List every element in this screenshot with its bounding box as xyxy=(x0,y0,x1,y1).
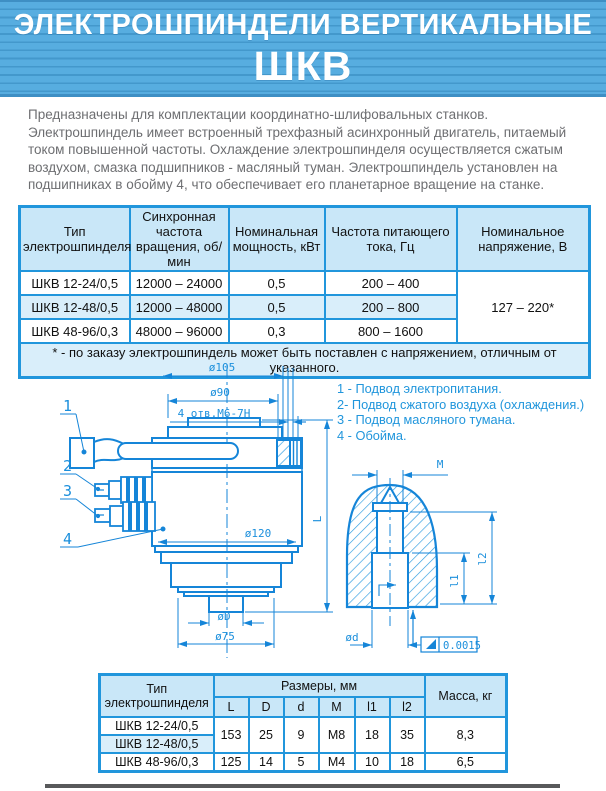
spec-cell-power: 0,5 xyxy=(229,271,325,295)
dim-col-header-mass: Масса, кг xyxy=(425,675,507,717)
legend-item-2: 2- Подвод сжатого воздуха (охлаждения.) xyxy=(337,396,585,412)
dim-cell-l2: 35 xyxy=(390,717,425,753)
spec-col-header-power: Номинальная мощность, кВт xyxy=(229,207,325,272)
dim-cell-L: 125 xyxy=(214,753,249,772)
legend-item-1: 1 - Подвод электропитания. xyxy=(337,381,502,396)
spec-cell-type: ШКВ 12-24/0,5 xyxy=(20,271,130,295)
dim-cell-type: ШКВ 48-96/0,3 xyxy=(100,753,214,772)
dim-subheader-L: L xyxy=(214,697,249,717)
dim-cell-M: М4 xyxy=(319,753,355,772)
dim-subheader-l2: l2 xyxy=(390,697,425,717)
spec-cell-speed: 12000 – 24000 xyxy=(130,271,229,295)
dim-subheader-D: D xyxy=(249,697,284,717)
spec-col-header-type: Тип электрошпинделя xyxy=(20,207,130,272)
power-cable xyxy=(70,438,238,468)
footer-rule xyxy=(45,784,560,788)
dim-cell-D: 14 xyxy=(249,753,284,772)
page-subtitle: ШКВ xyxy=(253,43,353,89)
spec-cell-type: ШКВ 48-96/0,3 xyxy=(20,319,130,343)
dim-cell-d: 5 xyxy=(284,753,319,772)
spec-col-header-frequency: Частота питающего тока, Гц xyxy=(325,207,457,272)
dim-subheader-M: M xyxy=(319,697,355,717)
callout-2: 2 xyxy=(63,457,73,475)
dim-label-l2: l2 xyxy=(476,552,489,566)
dim-cell-L: 153 xyxy=(214,717,249,753)
dim-subheader-d: d xyxy=(284,697,319,717)
tolerance-value: 0.0015 xyxy=(443,640,481,652)
drawing-legend xyxy=(337,381,599,443)
spec-footnote: * - по заказу электрошпиндель может быть поставлен с напряжением, отличным от указанного. xyxy=(20,343,590,378)
nose-section-view xyxy=(347,470,497,652)
dim-row xyxy=(100,717,507,735)
page-title: ЭЛЕКТРОШПИНДЕЛИ ВЕРТИКАЛЬНЫЕ xyxy=(13,9,593,41)
dim-label-dd: ød xyxy=(345,631,359,644)
dim-cell-mass: 8,3 xyxy=(425,717,507,753)
dim-col-header-type: Тип электрошпинделя xyxy=(100,675,214,717)
air-fitting xyxy=(95,477,152,503)
legend-item-4: 4 - Обойма. xyxy=(337,427,407,443)
dim-cell-l1: 18 xyxy=(355,717,390,753)
intro-paragraph xyxy=(28,106,580,194)
spec-table xyxy=(18,205,591,379)
callout-4: 4 xyxy=(63,530,73,548)
legend-item-3: 3 - Подвод масляного тумана. xyxy=(337,412,516,427)
header-banner xyxy=(0,0,606,97)
spec-cell-frequency: 800 – 1600 xyxy=(325,319,457,343)
spec-cell-frequency: 200 – 400 xyxy=(325,271,457,295)
spec-cell-voltage-merged: 127 – 220* xyxy=(457,271,590,343)
dim-label-d120: ø120 xyxy=(244,527,272,540)
spec-cell-speed: 48000 – 96000 xyxy=(130,319,229,343)
dim-cell-M: М8 xyxy=(319,717,355,753)
spec-cell-frequency: 200 – 800 xyxy=(325,295,457,319)
spec-cell-power: 0,5 xyxy=(229,295,325,319)
callout-3: 3 xyxy=(63,482,73,500)
oil-mist-fitting xyxy=(95,502,155,531)
dim-group-header-sizes: Размеры, мм xyxy=(214,675,425,697)
dim-cell-l2: 18 xyxy=(390,753,425,772)
dim-cell-l1: 10 xyxy=(355,753,390,772)
dim-label-d75: ø75 xyxy=(215,630,235,643)
dim-cell-D: 25 xyxy=(249,717,284,753)
dim-label-holes: 4 отв.М6-7Н xyxy=(177,407,251,420)
spec-cell-power: 0,3 xyxy=(229,319,325,343)
dim-dd xyxy=(350,610,430,648)
dim-label-dD: øD xyxy=(217,610,231,623)
dim-cell-d: 9 xyxy=(284,717,319,753)
dim-label-d90: ø90 xyxy=(210,386,230,399)
dim-subheader-l1: l1 xyxy=(355,697,390,717)
dim-label-d105: ø105 xyxy=(208,361,236,374)
intro-sentence-1: Предназначены для комплектации координатно-шлифовальных станков. xyxy=(28,107,489,122)
dim-cell-type: ШКВ 12-48/0,5 xyxy=(100,735,214,753)
spec-col-header-voltage: Номинальное напряжение, В xyxy=(457,207,590,272)
spec-cell-speed: 12000 – 48000 xyxy=(130,295,229,319)
dim-row xyxy=(100,753,507,772)
spec-cell-type: ШКВ 12-48/0,5 xyxy=(20,295,130,319)
dimensions-table xyxy=(98,673,508,773)
intro-sentence-2: Электрошпиндель имеет встроенный трехфазный асинхронный двигатель, питаемый током повышенной частоты. Охлаждение электрошпинделя осуществляется сжатым воздухом, смазка подшипников - масляный туман. Электрошпиндель установлен на подшипниках в обойму 4, что обеспечивает его планетарное вращение на станке. xyxy=(28,124,567,192)
dim-cell-type: ШКВ 12-24/0,5 xyxy=(100,717,214,735)
dim-cell-mass: 6,5 xyxy=(425,753,507,772)
spec-row xyxy=(20,271,590,295)
dim-label-l1: l1 xyxy=(448,574,461,588)
spec-col-header-speed: Синхронная частота вращения, об/мин xyxy=(130,207,229,272)
dim-label-M: M xyxy=(436,458,444,471)
dim-label-L: L xyxy=(311,515,324,523)
callout-1: 1 xyxy=(63,397,73,415)
